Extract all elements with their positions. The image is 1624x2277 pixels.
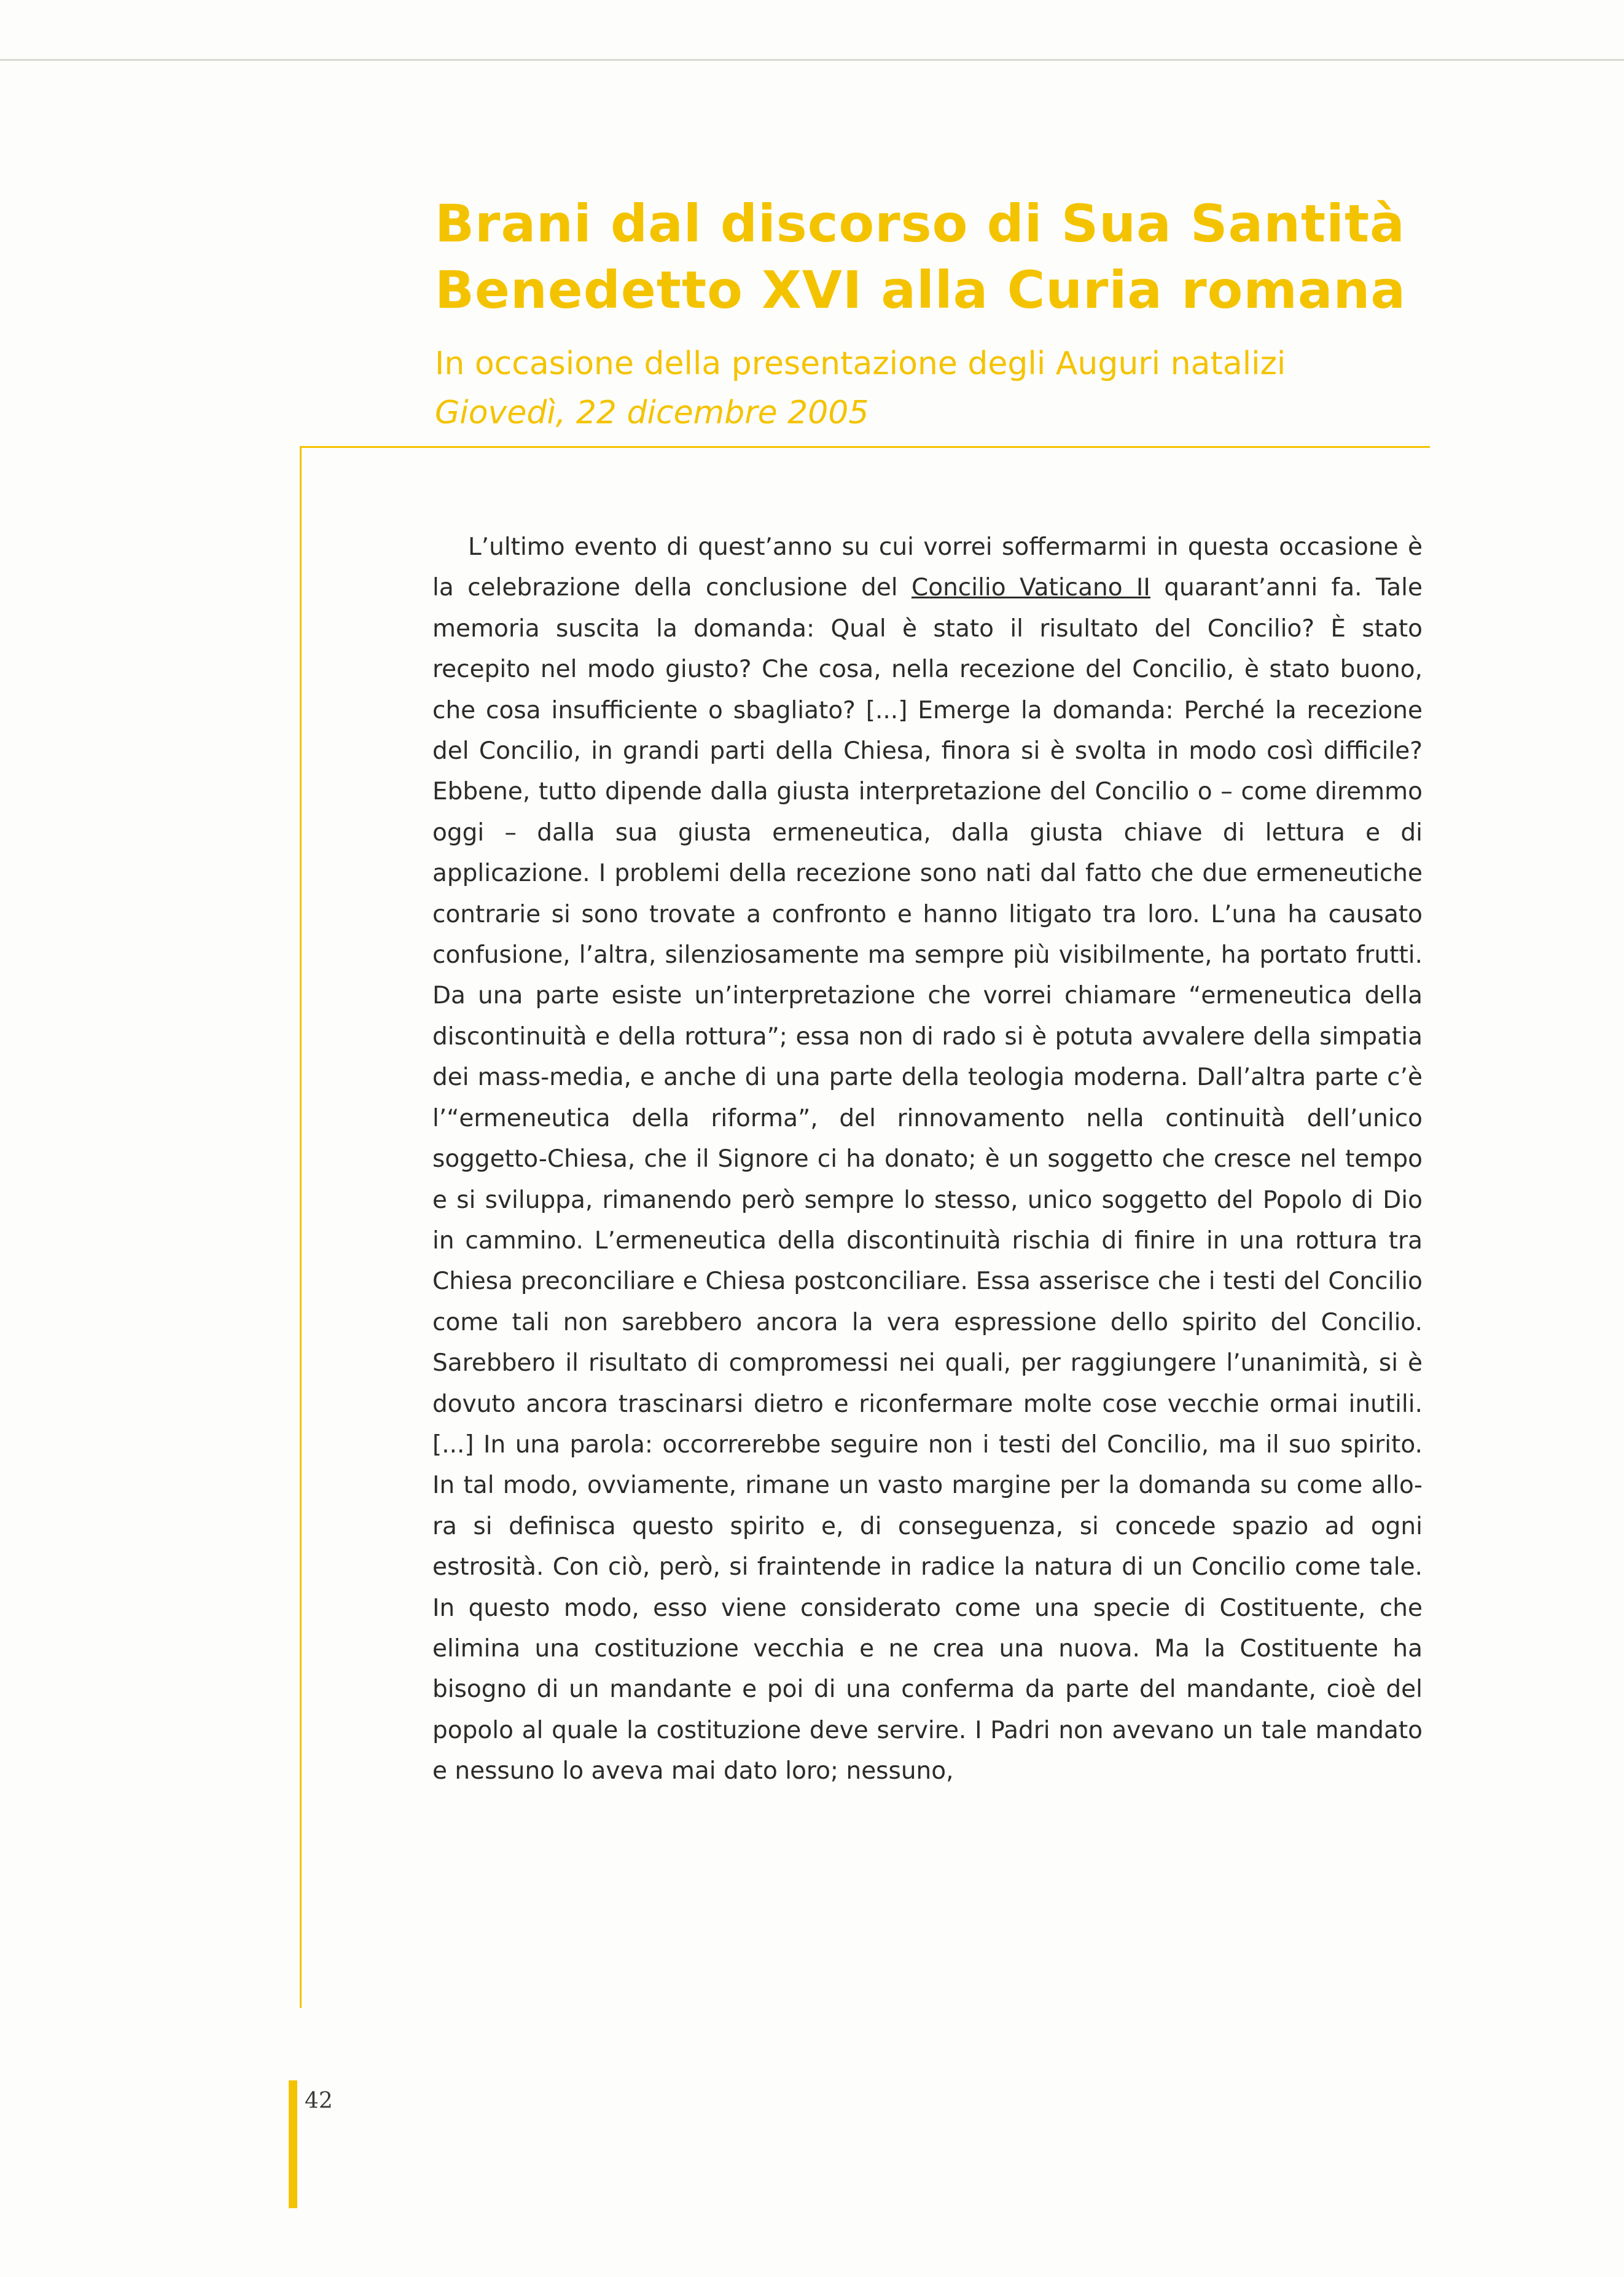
page-number: 42 (305, 2088, 333, 2114)
concilio-vaticano-link[interactable]: Concilio Vaticano II (912, 574, 1150, 602)
page-date: Giovedì, 22 dicembre 2005 (435, 394, 869, 431)
body-text-part-2: quarant’anni fa. Tale memoria suscita la domanda: Qual è stato il risultato del Concilio? È stato recepito nel modo giusto? Che cosa, nella recezione del Concilio, è stato buono, che cosa insufficiente o sbagliato? [...] Emerge la domanda: Perché la recezione del Concilio, in grandi parti della Chiesa, finora si è svolta in modo così difficile? Ebbene, tutto dipende dalla giusta interpretazione del Concilio o – come diremmo oggi – dalla sua giusta ermeneutica, dalla giusta chiave di lettura e di applicazione. I problemi della recezione sono nati dal fatto che due ermeneutiche contrarie si sono trovate a confronto e hanno litigato tra loro. L’una ha causato confusione, l’altra, silenziosamente ma sempre più visibilmente, ha portato frutti. Da una parte esiste un’interpretazione che vorrei chiamare “ermeneutica della discontinuità e della rottura”; essa non di rado si è potuta avvalere della simpatia dei mass-media, e anche di una parte della teologia moderna. Dall’altra parte c’è l’“ermeneutica della riforma”, del rinnovamento nella continuità dell’unico soggetto-Chiesa, che il Signore ci ha donato; è un soggetto che cresce nel tempo e si sviluppa, rimanendo però sempre lo stesso, unico soggetto del Popolo di Dio in cammino. L’ermeneutica della discontinuità rischia di finire in una rottura tra Chiesa preconciliare e Chiesa postconciliare. Essa asserisce che i testi del Concilio come tali non sarebbero ancora la vera espressione dello spirito del Concilio. Sarebbero il risultato di compromessi nei quali, per raggiungere l’unanimità, si è dovuto ancora trascinarsi dietro e riconfermare molte cose vecchie ormai inutili. [...] In una parola: occorrerebbe seguire non i testi del Concilio, ma il suo spirito. In tal modo, ovviamente, rimane un vasto margine per la domanda su come allora si definisca questo spirito e, di conseguenza, si concede spazio ad ogni estrosità. Con ciò, però, si fraintende in radice la natura di un Concilio come tale. In questo modo, esso viene considerato come una specie di Costituente, che elimina una costituzione vecchia e ne crea una nuova. Ma la Costituente ha bisogno di un mandante e poi di una conferma da parte del mandante, cioè del popolo al quale la costituzione deve servire. I Padri non avevano un tale mandato e nessuno lo aveva mai dato loro; nessuno, (432, 574, 1423, 1785)
scan-edge-line (0, 59, 1624, 61)
body-text-part-1: L’ultimo evento di quest’anno su cui vorrei soffermarmi in questa occasione è la celebrazione della conclusione del (432, 533, 1423, 602)
title-line-1: Brani dal discorso di Sua Santità (435, 194, 1405, 254)
page-number-bar (289, 2080, 297, 2208)
frame-top-rule (300, 446, 1430, 448)
title-line-2: Benedetto XVI alla Curia romana (435, 260, 1407, 320)
body-paragraph (432, 527, 1423, 1792)
page-subtitle: In occasione della presentazione degli Auguri natalizi (435, 345, 1286, 382)
frame-left-rule (300, 446, 302, 2008)
page-title (435, 190, 1479, 323)
